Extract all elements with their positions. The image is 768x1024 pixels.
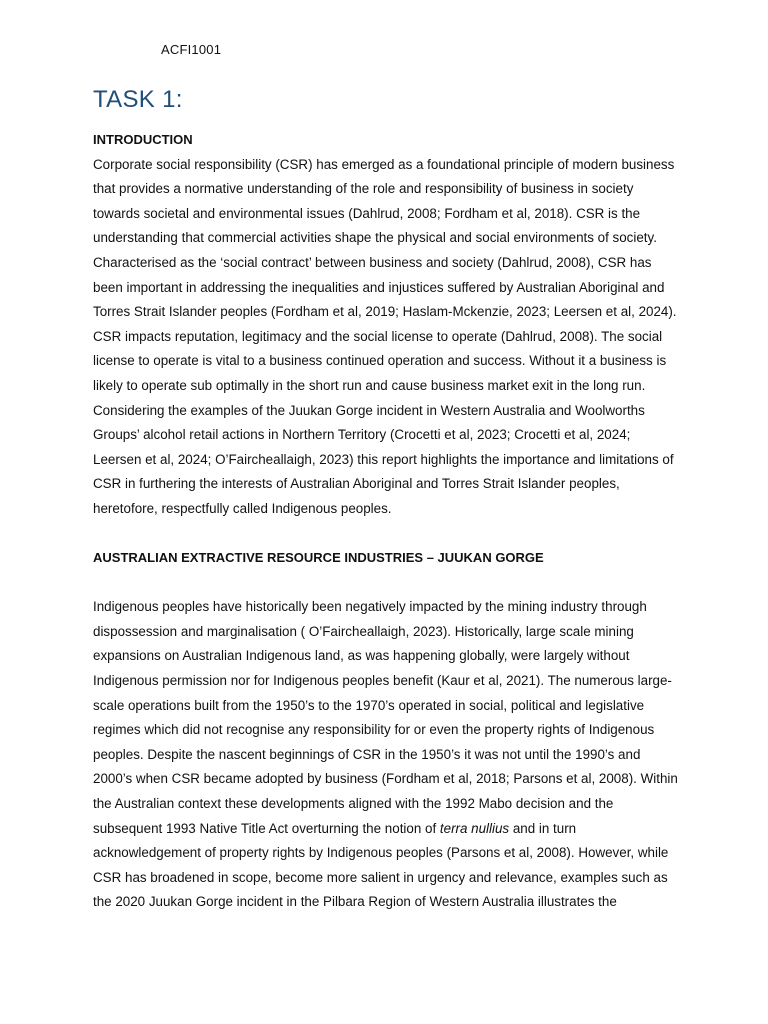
juukan-paragraph-part-2: and in turn acknowledgement of property rights by Indigenous peoples (Parsons et al, 2008). However, while CSR has broadened in scope, become more salient in urgency and relevance, examples such as the 2020 Juukan Gorge incident in the Pilbara Region of Western Australia illustrates the [93, 820, 669, 910]
document-body [93, 128, 679, 915]
italic-term: terra nullius [439, 820, 510, 836]
juukan-paragraph [93, 595, 679, 915]
spacer [93, 522, 679, 547]
spacer [93, 571, 679, 596]
introduction-heading: INTRODUCTION [93, 132, 193, 147]
juukan-paragraph-part-1: Indigenous peoples have historically been negatively impacted by the mining industry through dispossession and marginalisation ( O’Faircheallaigh, 2023). Historically, large scale mining expansions on Australian Indigenous land, as was happening globally, were largely without Indigenous permission nor for Indigenous peoples benefit (Kaur et al, 2021). The numerous large-scale operations built from the 1950’s to the 1970’s operated in social, political and legislative regimes which did not recognise any responsibility for or even the property rights of Indigenous peoples. Despite the nascent beginnings of CSR in the 1950’s it was not until the 1990’s and 2000’s when CSR became adopted by business (Fordham et al, 2018; Parsons et al, 2008). Within the Australian context these developments aligned with the 1992 Mabo decision and the subsequent 1993 Native Title Act overturning the notion of [93, 599, 678, 836]
task-title: TASK 1: [93, 86, 183, 113]
juukan-heading: AUSTRALIAN EXTRACTIVE RESOURCE INDUSTRIES – JUUKAN GORGE [93, 550, 544, 566]
course-code: ACFI1001 [161, 42, 222, 57]
introduction-paragraph: Corporate social responsibility (CSR) has emerged as a foundational principle of modern business that provides a normative understanding of the role and responsibility of business in society towards societal and environmental issues (Dahlrud, 2008; Fordham et al, 2018). CSR is the understanding that commercial activities shape the physical and social environments of society. Characterised as the ‘social contract’ between business and society (Dahlrud, 2008), CSR has been important in addressing the inequalities and injustices suffered by Australian Aboriginal and Torres Strait Islander peoples (Fordham et al, 2019; Haslam-Mckenzie, 2023; Leersen et al, 2024). CSR impacts reputation, legitimacy and the social license to operate (Dahlrud, 2008). The social license to operate is vital to a business continued operation and success. Without it a business is likely to operate sub optimally in the short run and cause business market exit in the long run. Considering the examples of the Juukan Gorge incident in Western Australia and Woolworths Groups’ alcohol retail actions in Northern Territory (Crocetti et al, 2023; Crocetti et al, 2024; Leersen et al, 2024; O’Faircheallaigh, 2023) this report highlights the importance and limitations of CSR in furthering the interests of Australian Aboriginal and Torres Strait Islander peoples, heretofore, respectfully called Indigenous peoples. [93, 156, 677, 516]
